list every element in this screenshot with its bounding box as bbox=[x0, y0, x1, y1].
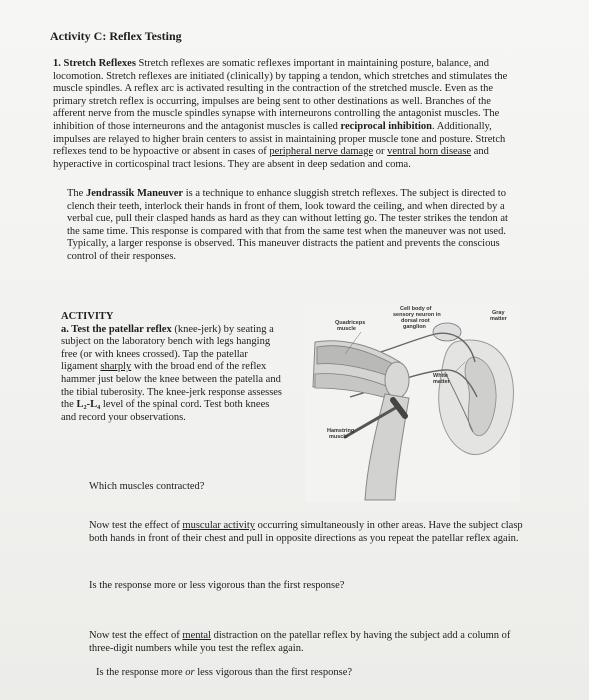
question-vigor-2 bbox=[96, 667, 352, 678]
knee-icon bbox=[385, 362, 409, 398]
q3-text: less vigorous than the first response? bbox=[194, 667, 353, 678]
label-line: ganglion bbox=[403, 324, 426, 330]
label-line: dorsal root bbox=[401, 318, 430, 324]
q3-emphasis: or bbox=[185, 667, 195, 678]
ganglion-icon bbox=[433, 323, 461, 341]
term-reciprocal-inhibition: reciprocal inhibition bbox=[340, 120, 433, 132]
underlined-phrase: ventral horn disease bbox=[387, 146, 472, 158]
p3-text: Now test the effect of bbox=[89, 520, 183, 531]
label-line: matter bbox=[433, 379, 450, 385]
activity-text: (knee-jerk) by seating a subject on the laboratory bench with legs hanging free (or with knees crossed). Tap the patellar ligament bbox=[61, 323, 274, 373]
label-line: Quadriceps bbox=[335, 320, 366, 326]
term-jendrassik: Jendrassik Maneuver bbox=[85, 188, 184, 199]
muscular-activity-paragraph bbox=[89, 519, 529, 545]
underlined-phrase: peripheral nerve damage bbox=[269, 146, 374, 158]
underlined-word: mental bbox=[182, 630, 211, 641]
p1-text: . Additionally, impulses are relayed to higher brain centers to assist in maintaining proper muscle tone and posture. Stretch reflexes tend to be hypoactive or absent in cases of bbox=[53, 120, 506, 158]
p2-text: is a technique to enhance sluggish stretch reflexes. The subject is directed to clench their teeth, interlock their hands in front of them, look toward the ceiling, and when directed by a verbal cue, pull their clasped hands as hard as they can without letting go. The tester strikes the tendon at the same time. This response is compared with that from the same test when the maneuver was not used. Typically, a larger response is observed. This maneuver distracts the patient and prevents the conscious control of their responses. bbox=[67, 188, 508, 262]
activity-lead: a. Test the patellar reflex bbox=[61, 323, 172, 335]
p1-text: or bbox=[373, 146, 388, 158]
question-vigor-1: Is the response more or less vigorous than the first response? bbox=[89, 580, 345, 591]
q3-text: Is the response more bbox=[96, 667, 186, 678]
label-line: Cell body of bbox=[400, 306, 432, 312]
jendrassik-paragraph bbox=[67, 188, 523, 264]
activity-header: ACTIVITY bbox=[61, 311, 114, 322]
p4-text: distraction on the patellar reflex by having the subject add a column of three-digit numbers while you test the reflex again. bbox=[89, 630, 511, 654]
label-line: muscle bbox=[329, 434, 348, 440]
p3-text: occurring simultaneously in other areas. Have the subject clasp both hands in front of their chest and pull in opposite directions as you repeat the patellar reflex again. bbox=[89, 520, 523, 544]
p4-text: Now test the effect of bbox=[89, 630, 183, 641]
activity-text: with the broad end of the reflex hammer just below the knee between the patella and the tibial tuberosity. The knee-jerk response assesses the bbox=[61, 361, 283, 411]
section-lead: 1. Stretch Reflexes bbox=[53, 58, 136, 69]
label-line: muscle bbox=[337, 326, 356, 332]
spinal-levels: L₂-L₄ bbox=[76, 399, 101, 411]
page-title: Activity C: Reflex Testing bbox=[50, 29, 182, 43]
underlined-phrase: muscular activity bbox=[182, 520, 256, 531]
activity-instructions bbox=[61, 324, 285, 425]
p2-text: The bbox=[67, 188, 86, 199]
label-line: matter bbox=[490, 316, 507, 322]
stretch-reflex-paragraph bbox=[53, 58, 523, 171]
reflex-arc-figure bbox=[305, 302, 520, 502]
label-line: Gray bbox=[492, 310, 505, 316]
label-line: White bbox=[433, 373, 448, 379]
activity-text: level of the spinal cord. Test both knees and record your observations. bbox=[61, 399, 270, 423]
underlined-word: sharply bbox=[100, 361, 132, 373]
label-line: sensory neuron in bbox=[393, 312, 441, 318]
p1-text: Stretch reflexes are somatic reflexes important in maintaining posture, balance, and locomotion. Stretch reflexes are initiated (clinically) by tapping a tendon, which stretches and stimulates the muscle spindles. A reflex arc is activated resulting in the contraction of the stretched muscle. Even as the primary stretch reflex is occurring, impulses are being sent to other destinations as well. Branches of the afferent nerve from the muscle spindles synapse with interneurons controlling the antagonist muscles. The inhibition of those interneurons and the antagonist muscles is called bbox=[53, 58, 508, 132]
activity-block bbox=[61, 311, 285, 424]
mental-distraction-paragraph bbox=[89, 629, 529, 655]
label-line: Hamstring bbox=[327, 428, 355, 434]
question-muscles-contracted: Which muscles contracted? bbox=[89, 481, 205, 492]
p1-text: and hyperactive in corticospinal tract lesions. They are absent in deep sedation and coma. bbox=[53, 146, 489, 170]
